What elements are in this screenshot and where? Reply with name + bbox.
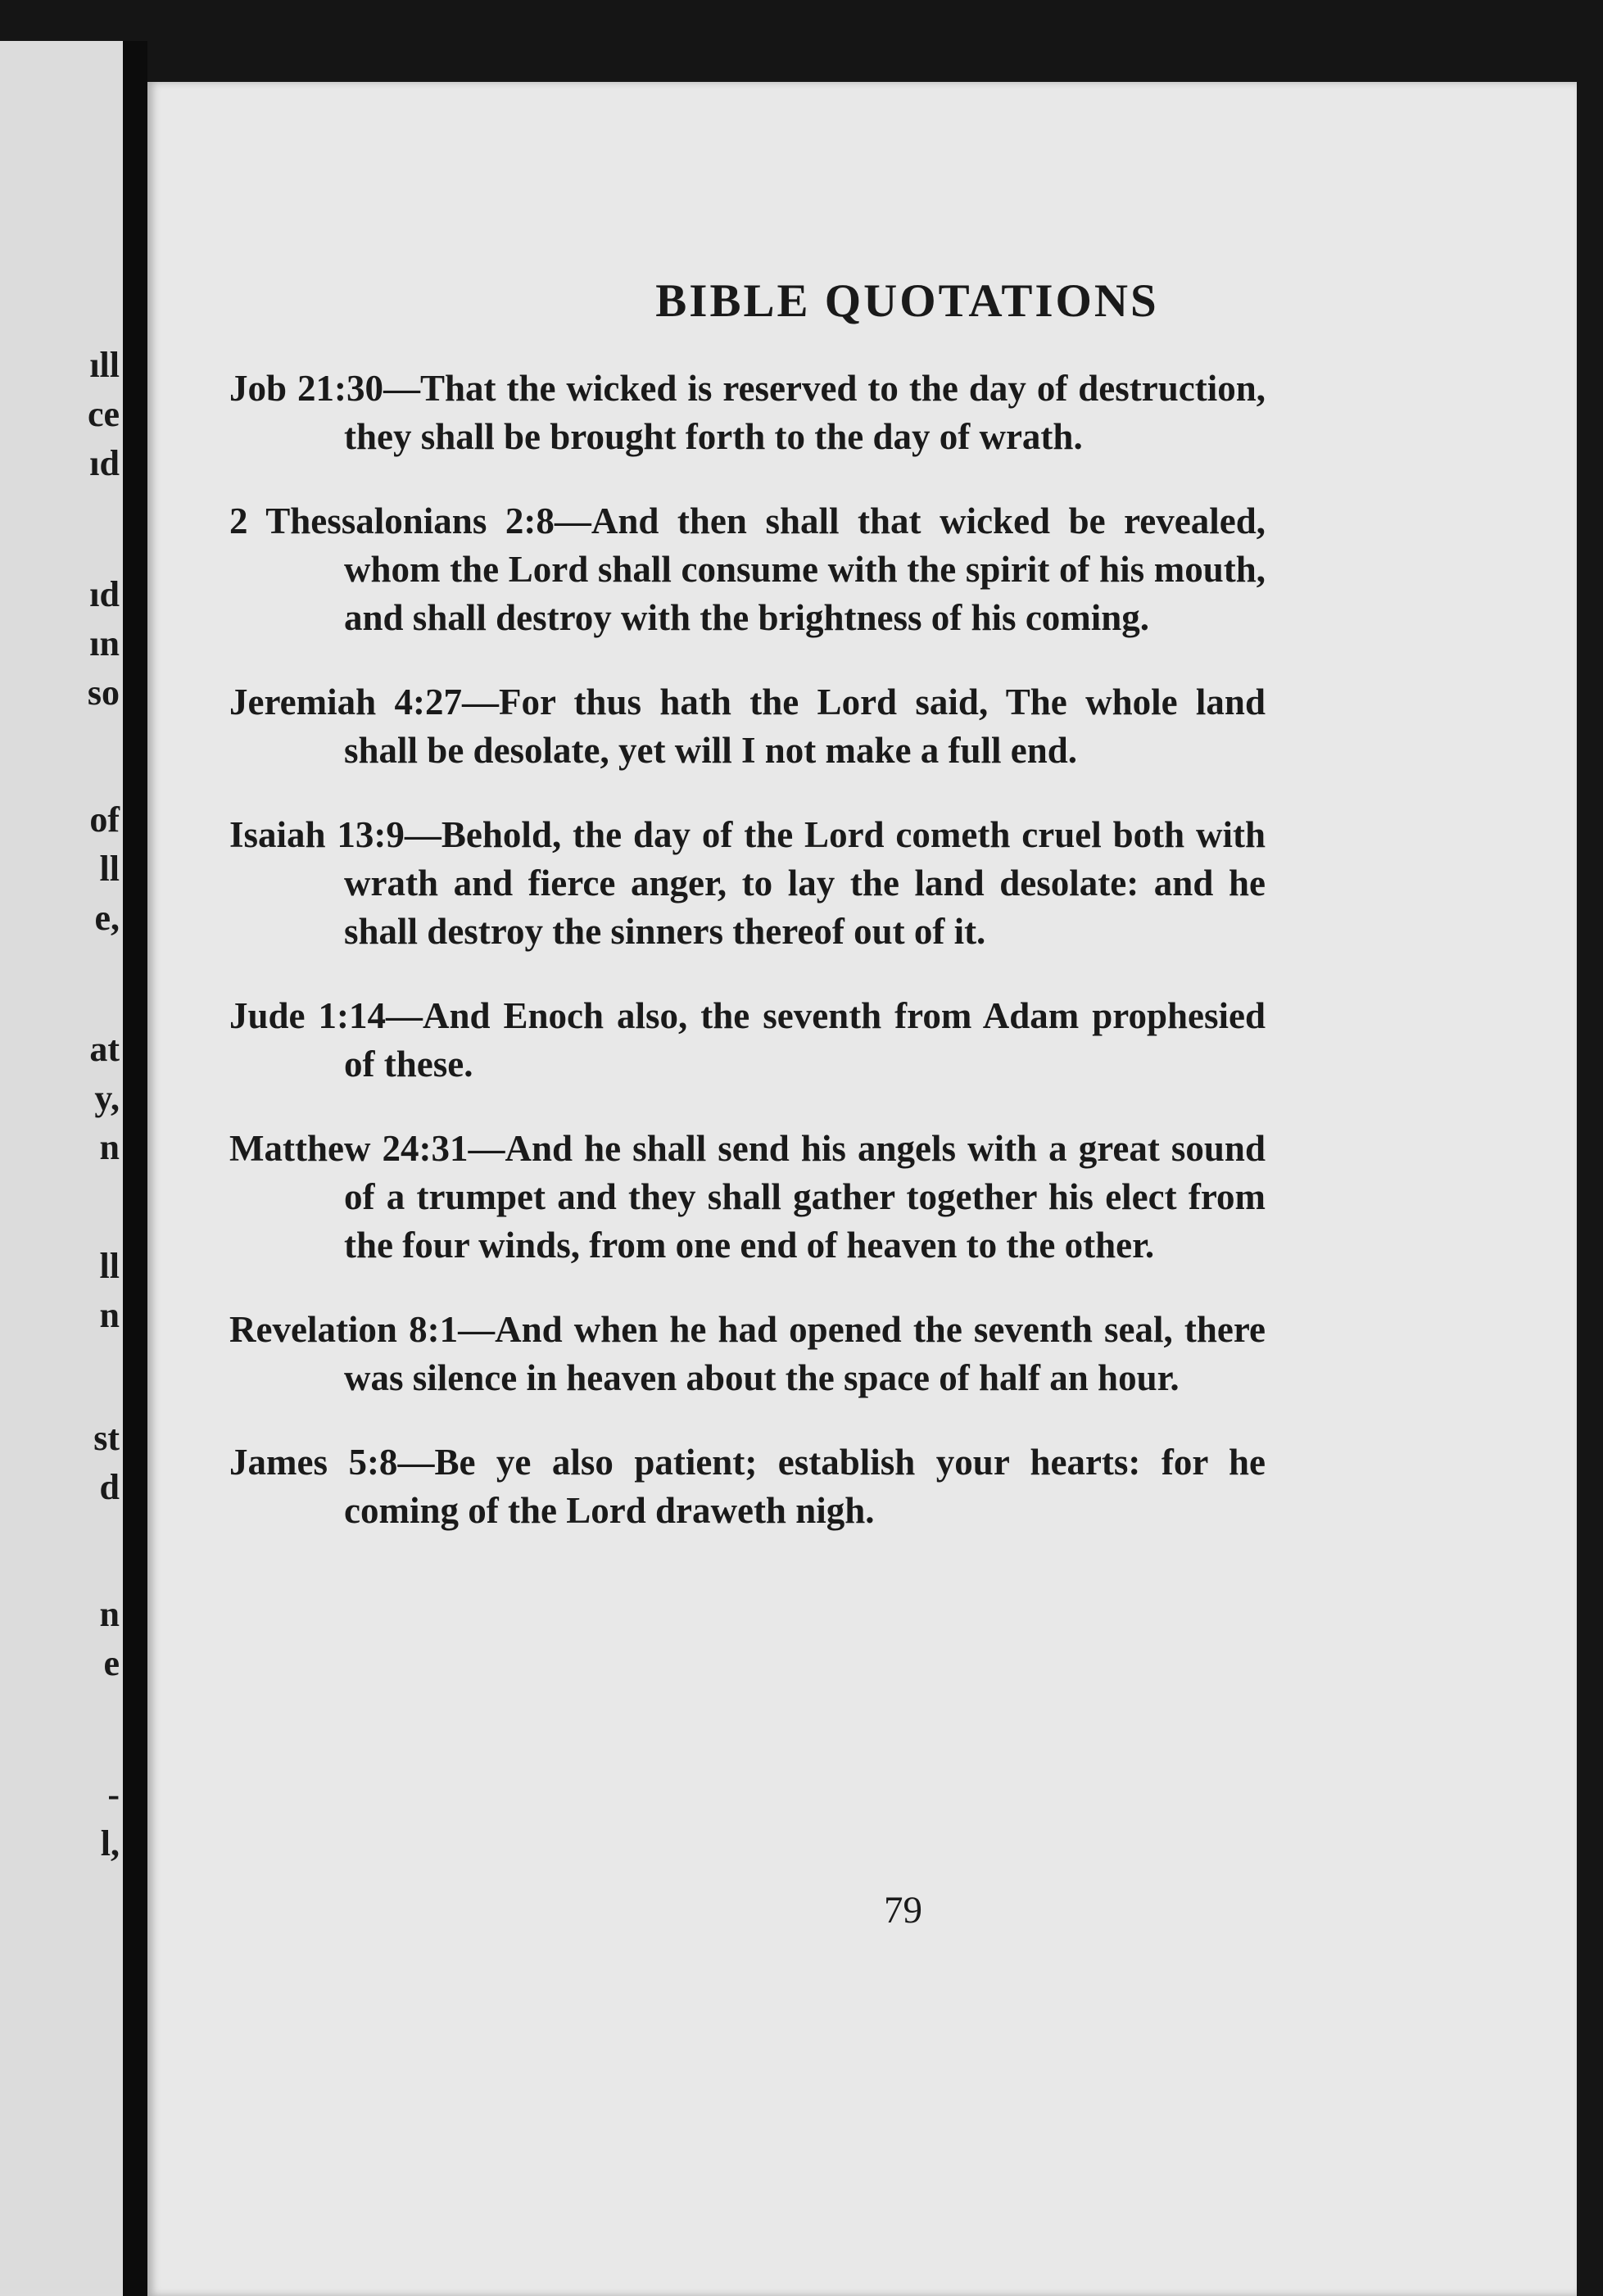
page bbox=[147, 82, 1577, 2296]
facing-page-text: ll bbox=[99, 1246, 120, 1286]
quotation bbox=[229, 1306, 1266, 1402]
quotation bbox=[229, 365, 1266, 461]
facing-page-text: of bbox=[89, 799, 120, 840]
quotation bbox=[229, 678, 1266, 775]
page-number: 79 bbox=[884, 1889, 922, 1931]
quotation bbox=[229, 811, 1266, 956]
quotation-reference: Job 21:30 bbox=[229, 368, 383, 409]
quotation-separator: — bbox=[404, 814, 442, 855]
facing-page-text: - bbox=[107, 1774, 120, 1814]
facing-page-text: ıd bbox=[89, 443, 120, 483]
quotation bbox=[229, 992, 1266, 1089]
facing-page-text: ce bbox=[87, 394, 120, 434]
quotation-text: For thus hath the Lord said, The whole land shall be desolate, yet will I not make a full end. bbox=[344, 682, 1266, 771]
quotation-text: Be ye also patient; establish your hearts: for he coming of the Lord draweth nigh. bbox=[344, 1442, 1266, 1531]
facing-page-text: e bbox=[103, 1643, 120, 1683]
facing-page-text: y, bbox=[94, 1078, 120, 1118]
quotation-separator: — bbox=[554, 500, 591, 541]
quotation-reference: James 5:8 bbox=[229, 1442, 398, 1483]
quotation-text: That the wicked is reserved to the day of destruction, they shall be brought forth to the day of wrath. bbox=[344, 368, 1266, 457]
facing-page-text: e, bbox=[94, 898, 120, 938]
quotation-text: And when he had opened the seventh seal, there was silence in heaven about the space of half an hour. bbox=[344, 1309, 1266, 1398]
facing-page-text: ıll bbox=[89, 345, 120, 385]
facing-page-text: l, bbox=[100, 1823, 120, 1864]
facing-page-text: st bbox=[93, 1418, 120, 1458]
quotation-separator: — bbox=[461, 682, 499, 722]
quotation bbox=[229, 497, 1266, 642]
quotation-reference: Jude 1:14 bbox=[229, 995, 386, 1036]
quotation-list bbox=[229, 365, 1266, 1571]
quotation-separator: — bbox=[468, 1128, 505, 1169]
facing-page-text: n bbox=[99, 1594, 120, 1634]
facing-page-text: so bbox=[87, 672, 120, 713]
quotation bbox=[229, 1125, 1266, 1270]
facing-page-text: ll bbox=[99, 849, 120, 889]
quotation-text: Behold, the day of the Lord cometh cruel both with wrath and fierce anger, to lay the land desolate: and he shall destroy the sinners thereof out of it. bbox=[344, 814, 1266, 952]
quotation bbox=[229, 1438, 1266, 1535]
facing-page-text: ın bbox=[89, 623, 120, 663]
facing-page-fragment bbox=[0, 41, 123, 2296]
facing-page-text: d bbox=[99, 1467, 120, 1507]
quotation-text: And then shall that wicked be revealed, whom the Lord shall consume with the spirit of his mouth, and shall destroy with the brightness of his coming. bbox=[344, 500, 1266, 638]
quotation-separator: — bbox=[397, 1442, 435, 1483]
facing-page-text: at bbox=[89, 1029, 120, 1069]
quotation-separator: — bbox=[385, 995, 423, 1036]
quotation-text: And Enoch also, the seventh from Adam prophesied of these. bbox=[344, 995, 1266, 1085]
facing-page-text: ıd bbox=[89, 574, 120, 614]
page-title: BIBLE QUOTATIONS bbox=[655, 275, 1159, 327]
quotation-reference: Revelation 8:1 bbox=[229, 1309, 459, 1350]
facing-page-text: n bbox=[99, 1295, 120, 1335]
quotation-reference: Matthew 24:31 bbox=[229, 1128, 469, 1169]
facing-page-text: n bbox=[99, 1127, 120, 1167]
quotation-reference: 2 Thessalonians 2:8 bbox=[229, 500, 555, 541]
quotation-separator: — bbox=[458, 1309, 496, 1350]
quotation-reference: Jeremiah 4:27 bbox=[229, 682, 462, 722]
quotation-reference: Isaiah 13:9 bbox=[229, 814, 405, 855]
quotation-text: And he shall send his angels with a great sound of a trumpet and they shall gather together his elect from the four winds, from one end of heaven to the other. bbox=[344, 1128, 1266, 1266]
quotation-separator: — bbox=[383, 368, 420, 409]
book-gutter bbox=[123, 41, 147, 2296]
